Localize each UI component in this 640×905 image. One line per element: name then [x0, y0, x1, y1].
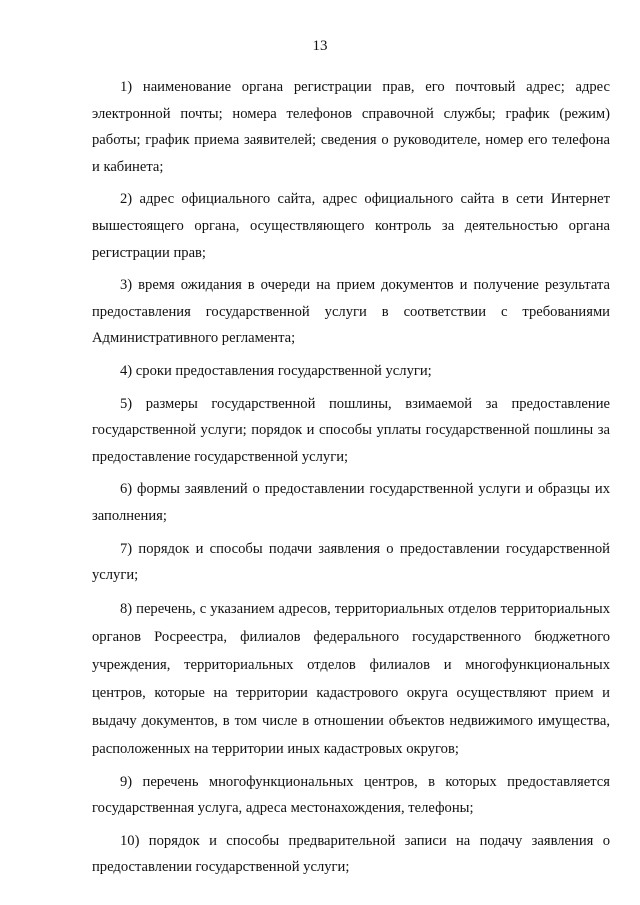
list-item-5: 5) размеры государственной пошлины, взимаемой за предоставление государственной услуги; порядок и способы уплаты государственной пошлины за предоставление государственной услуги;	[92, 395, 610, 465]
list-item-8: 8) перечень, с указанием адресов, территориальных отделов территориальных органов Росреестра, филиалов федерального государственного бюджетного учреждения, территориальных отделов филиалов и многофункциональных центров, которые на территории кадастрового округа осуществляют прием и выдачу документов, в том числе в отношении объектов недвижимого имущества, расположенных на территории иных кадастровых округов;	[92, 600, 610, 757]
list-item-1: 1) наименование органа регистрации прав, его почтовый адрес; адрес электронной почты; номера телефонов справочной службы; график (режим) работы; график приема заявителей; сведения о руководителе, номер его телефона и кабинета;	[92, 79, 610, 175]
list-item-9: 9) перечень многофункциональных центров, в которых предоставляется государственная услуга, адреса местонахождения, телефоны;	[92, 773, 610, 817]
list-item-3: 3) время ожидания в очереди на прием документов и получение результата предоставления государственной услуги в соответствии с требованиями Административного регламента;	[92, 277, 610, 347]
list-item-2: 2) адрес официального сайта, адрес официального сайта в сети Интернет вышестоящего органа, осуществляющего контроль за деятельностью органа регистрации прав;	[92, 191, 610, 261]
list-item-6: 6) формы заявлений о предоставлении государственной услуги и образцы их заполнения;	[92, 481, 610, 524]
list-item-7: 7) порядок и способы подачи заявления о предоставлении государственной услуги;	[92, 540, 610, 584]
document-body	[92, 74, 610, 887]
list-item-4: 4) сроки предоставления государственной услуги;	[120, 362, 432, 379]
page-number: 13	[312, 38, 328, 54]
list-item-10: 10) порядок и способы предварительной записи на подачу заявления о предоставлении государственной услуги;	[92, 832, 610, 876]
